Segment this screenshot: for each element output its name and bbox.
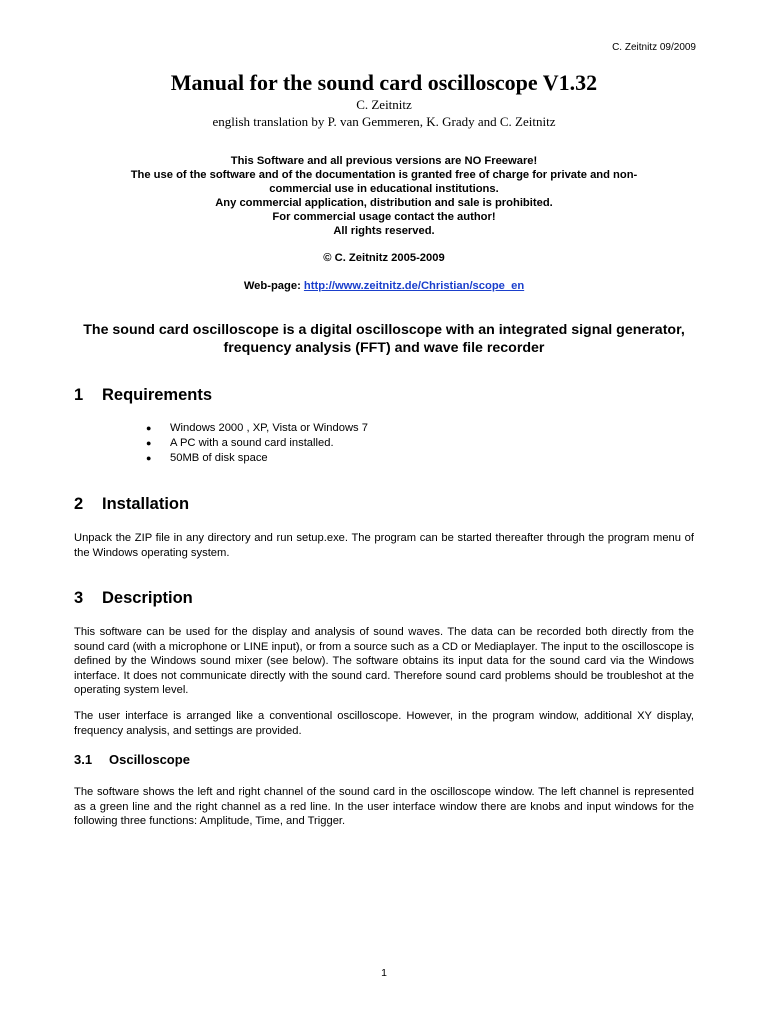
- section-heading-installation: [74, 494, 189, 514]
- list-item: [146, 451, 368, 466]
- title-block: [0, 70, 768, 130]
- translation-credit: english translation by P. van Gemmeren, K. Grady and C. Zeitnitz: [212, 114, 556, 129]
- section-heading-requirements: [74, 385, 212, 405]
- bullet-icon: ●: [146, 453, 152, 463]
- oscilloscope-text: The software shows the left and right channel of the sound card in the oscilloscope window. The left channel is represented as a green line and the right channel as a red line. In the user interface window there are knobs and input windows for the following three functions: Amplitude, Time, and Trigger.: [74, 786, 694, 827]
- section-title: Description: [102, 589, 193, 607]
- tagline: The sound card oscilloscope is a digital oscilloscope with an integrated signal generator, frequency analysis (FFT) and wave file recorder: [83, 322, 685, 356]
- notice-line: For commercial usage contact the author!: [272, 211, 496, 223]
- webpage-link[interactable]: http://www.zeitnitz.de/Christian/scope_en: [303, 280, 525, 292]
- header-author-date: C. Zeitnitz 09/2009: [612, 42, 696, 53]
- description-paragraph-1: This software can be used for the display and analysis of sound waves. The data can be recorded both directly from the sound card (with a microphone or LINE input), or from a source such as a CD or Mediaplayer. The input to the oscilloscope is defined by the Windows sound mixer (see below). The software obtains its input data for the sound card via the Windows interface. It does not communicate directly with the sound card. Therefore sound card problems should be troubleshot at the operating system level.: [74, 626, 694, 696]
- list-item-text: Windows 2000 , XP, Vista or Windows 7: [170, 422, 368, 434]
- bullet-icon: ●: [146, 438, 152, 448]
- author: C. Zeitnitz: [356, 97, 412, 112]
- section-number: 3.1: [74, 752, 93, 767]
- section-number: 1: [74, 386, 84, 404]
- section-title: Requirements: [102, 386, 213, 404]
- list-item: [146, 436, 368, 451]
- page-number: 1: [381, 967, 387, 979]
- installation-text: Unpack the ZIP file in any directory and run setup.exe. The program can be started thereafter through the program menu of the Windows operating system.: [74, 532, 694, 559]
- license-notice: [72, 154, 696, 238]
- section-heading-description: [74, 588, 193, 608]
- description-paragraph-2: The user interface is arranged like a conventional oscilloscope. However, in the program window, additional XY display, frequency analysis, and settings are provided.: [74, 710, 694, 737]
- section-number: 2: [74, 495, 84, 513]
- webpage-line: [72, 280, 696, 292]
- document-title: Manual for the sound card oscilloscope V1.32: [170, 70, 598, 95]
- list-item: [146, 421, 368, 436]
- bullet-icon: ●: [146, 423, 152, 433]
- notice-line: This Software and all previous versions are NO Freeware!: [230, 155, 538, 167]
- list-item-text: A PC with a sound card installed.: [170, 437, 334, 449]
- section-title: Oscilloscope: [109, 752, 190, 767]
- section-title: Installation: [102, 495, 190, 513]
- copyright: © C. Zeitnitz 2005-2009: [323, 252, 445, 264]
- requirements-list: [146, 421, 368, 466]
- notice-line: The use of the software and of the documentation is granted free of charge for private and non-: [130, 169, 638, 181]
- notice-line: commercial use in educational institutions.: [269, 183, 499, 195]
- list-item-text: 50MB of disk space: [170, 452, 268, 464]
- subsection-heading-oscilloscope: [74, 752, 190, 768]
- notice-line: Any commercial application, distribution and sale is prohibited.: [215, 197, 553, 209]
- notice-line: All rights reserved.: [333, 225, 435, 237]
- section-number: 3: [74, 589, 84, 607]
- webpage-label: Web-page:: [243, 280, 301, 292]
